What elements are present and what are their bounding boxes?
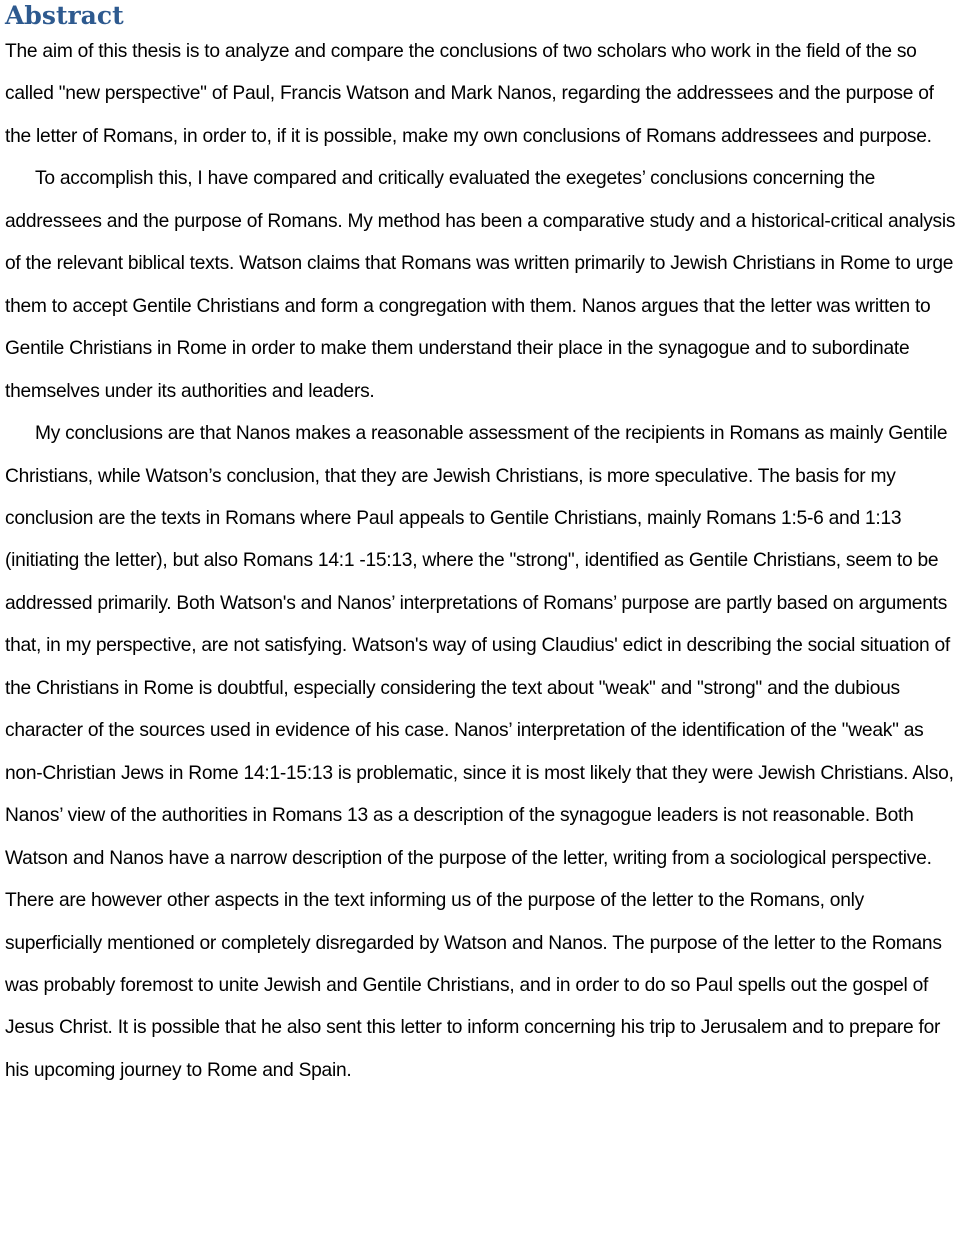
abstract-paragraph-2: To accomplish this, I have compared and critically evaluated the exegetes’ conclusions concerning the addressees and the purpose of Romans. My method has been a comparative study and a historical-critical analysis of the relevant biblical texts. Watson claims that Romans was written primarily to Jewish Christians in Rome to urge them to accept Gentile Christians and form a congregation with them. Nanos argues that the letter was written to Gentile Christians in Rome in order to make them understand their place in the synagogue and to subordinate themselves under its authorities and leaders. [5, 168, 956, 402]
abstract-paragraph-1: The aim of this thesis is to analyze and compare the conclusions of two scholars who work in the field of the so called "new perspective" of Paul, Francis Watson and Mark Nanos, regarding the addressees and the purpose of the letter of Romans, in order to, if it is possible, make my own conclusions of Romans addressees and purpose. [5, 41, 934, 147]
abstract-paragraph-3: My conclusions are that Nanos makes a reasonable assessment of the recipients in Romans as mainly Gentile Christians, while Watson’s conclusion, that they are Jewish Christians, is more speculative. The basis for my conclusion are the texts in Romans where Paul appeals to Gentile Christians, mainly Romans 1:5-6 and 1:13 (initiating the letter), but also Romans 14:1 -15:13, where the "strong", identified as Gentile Christians, seem to be addressed primarily. Both Watson's and Nanos’ interpretations of Romans’ purpose are partly based on arguments that, in my perspective, are not satisfying. Watson's way of using Claudius' edict in describing the social situation of the Christians in Rome is doubtful, especially considering the text about "weak" and "strong" and the dubious character of the sources used in evidence of his case. Nanos’ interpretation of the identification of the "weak" as non-Christian Jews in Rome 14:1-15:13 is problematic, since it is most likely that they were Jewish Christians. Also, Nanos’ view of the authorities in Romans 13 as a description of the synagogue leaders is not reasonable. Both Watson and Nanos have a narrow description of the purpose of the letter, writing from a sociological perspective. There are however other aspects in the text informing us of the purpose of the letter to the Romans, only superficially mentioned or completely disregarded by Watson and Nanos. The purpose of the letter to the Romans was probably foremost to unite Jewish and Gentile Christians, and in order to do so Paul spells out the gospel of Jesus Christ. It is possible that he also sent this letter to inform concerning his trip to Jerusalem and to prepare for his upcoming journey to Rome and Spain. [5, 423, 954, 1081]
document-page [5, 0, 958, 1092]
abstract-heading: Abstract [5, 1, 124, 30]
